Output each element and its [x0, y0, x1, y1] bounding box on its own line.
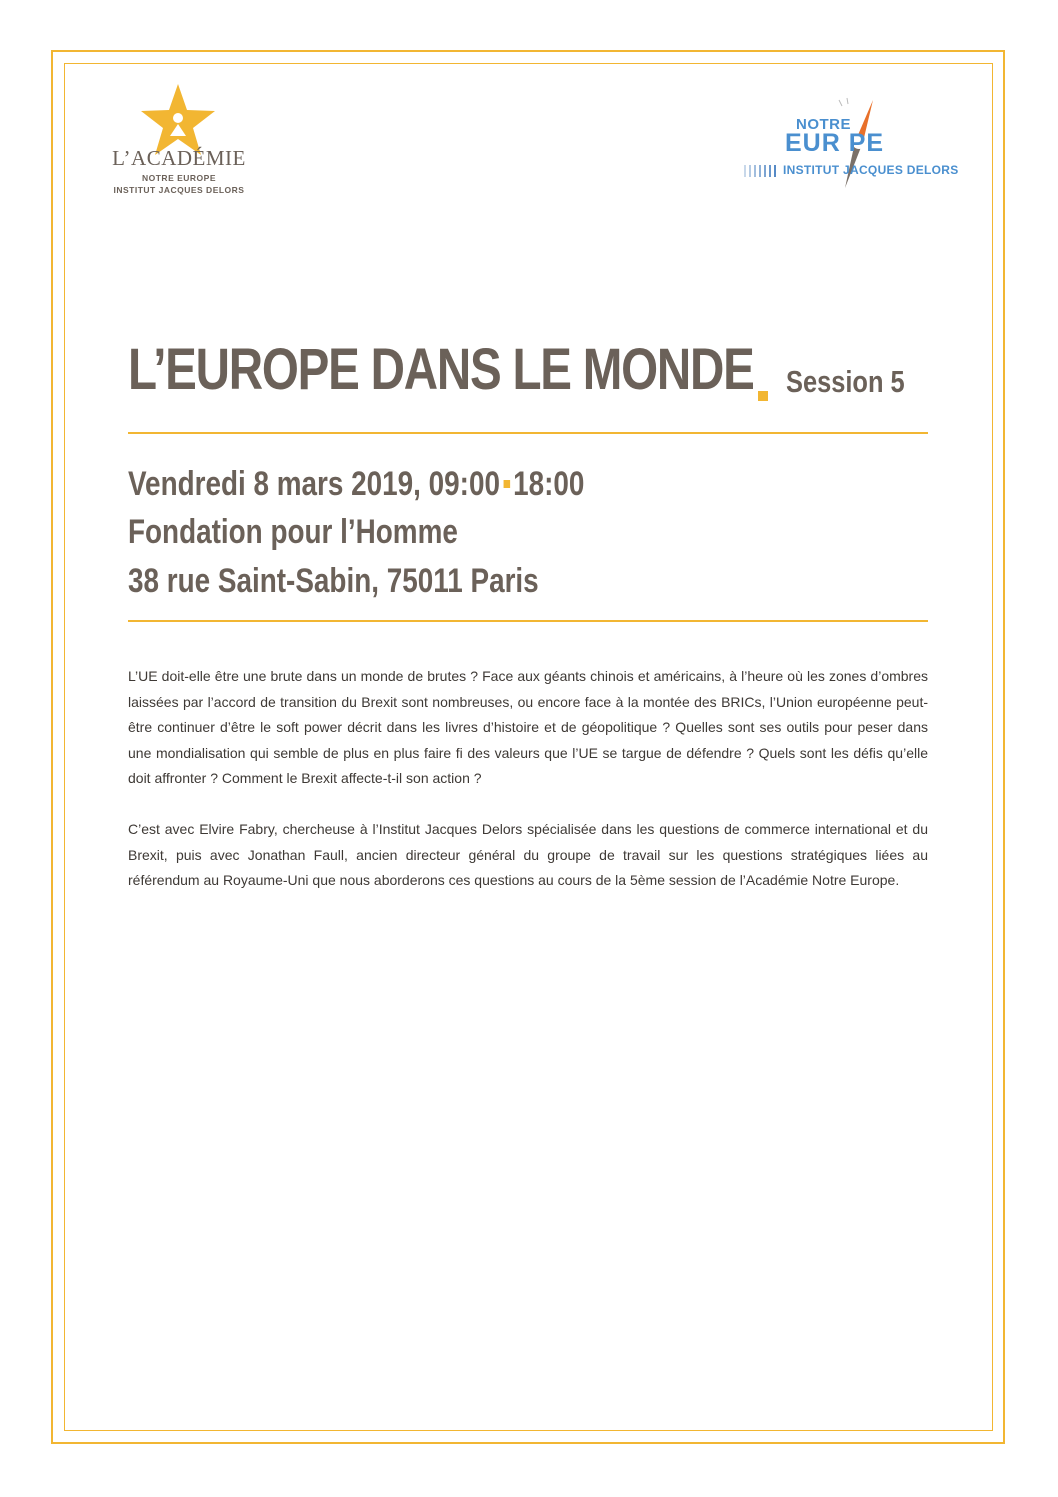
session-label: Session 5 [786, 364, 905, 399]
academie-wordmark: L’ACADÉMIE [112, 146, 246, 170]
divider-top [128, 432, 928, 434]
title-separator [758, 391, 768, 401]
event-address: 38 rue Saint-Sabin, 75011 Paris [128, 562, 539, 600]
academie-logo [104, 84, 254, 199]
academie-subtitle-1: NOTRE EUROPE [141, 173, 216, 183]
description-paragraph-2: C’est avec Elvire Fabry, chercheuse à l’Institut Jacques Delors spécialisée dans les questions de commerce international et du Brexit, puis avec Jonathan Faull, ancien directeur général du groupe de travail sur les questions stratégiques liées au référendum au Royaume-Uni que nous aborderons ces questions au cours de la 5ème session de l’Académie Notre Europe. [128, 821, 928, 888]
bars-icon [744, 165, 780, 177]
event-time-end: 18:00 [513, 465, 585, 503]
divider-bottom [128, 620, 928, 622]
title-row [128, 336, 928, 416]
event-date-start: Vendredi 8 mars 2019, 09:00 [128, 465, 500, 503]
academie-subtitle-2: INSTITUT JACQUES DELORS [113, 185, 245, 195]
europe-text: EUR PE [785, 129, 885, 157]
description-paragraph-1: L’UE doit-elle être une brute dans un monde de brutes ? Face aux géants chinois et américains, à l’heure où les zones d’ombres laissées par l’accord de transition du Brexit sont nombreuses, ou encore face à la montée des BRICs, l’Union européenne peut-être continuer d’être le soft power décrit dans les livres d’histoire et de géopolitique ? Quelles sont ses outils pour peser dans une mondialisation qui semble de plus en plus faire fi des valeurs que l’UE se targue de défendre ? Quels sont les défis qu’elle doit affronter ? Comment le Brexit affecte-t-il son action ? [128, 668, 928, 786]
page-title: L’EUROPE DANS LE MONDE [128, 337, 754, 402]
event-datetime [128, 465, 584, 504]
time-separator [503, 480, 510, 488]
notre-text: NOTRE [796, 116, 851, 133]
notre-europe-logo [740, 96, 965, 196]
event-venue: Fondation pour l’Homme [128, 513, 458, 551]
institut-text: INSTITUT JACQUES DELORS [783, 163, 959, 177]
